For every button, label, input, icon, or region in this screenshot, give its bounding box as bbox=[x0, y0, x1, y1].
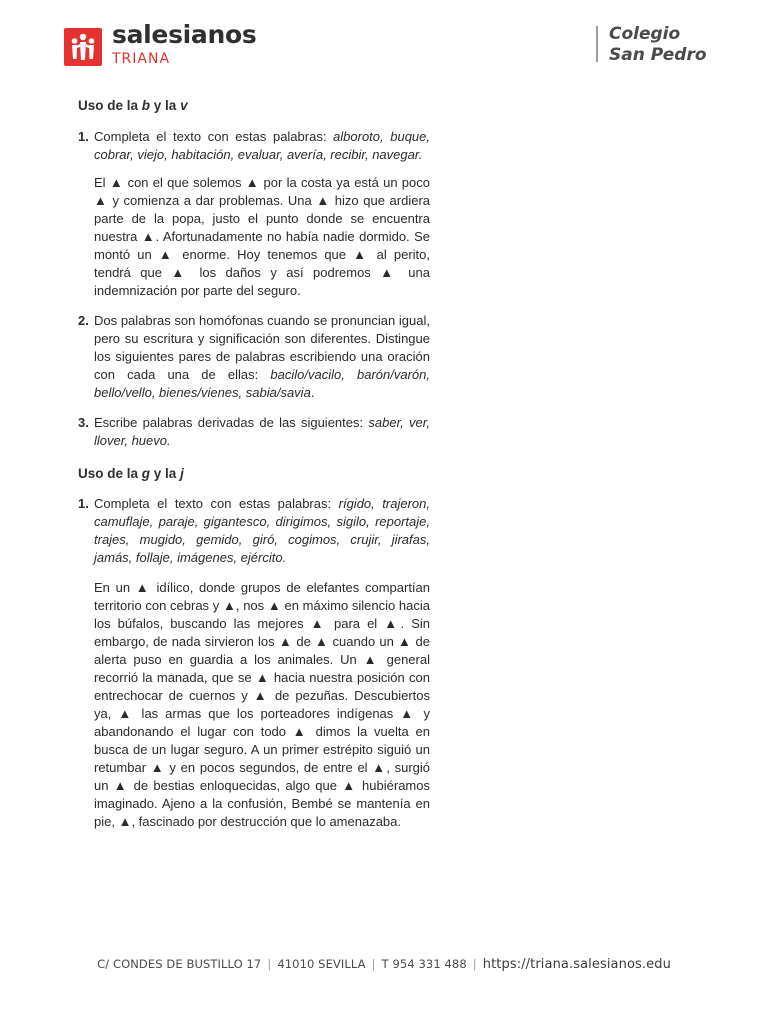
exercise-g-j-1 bbox=[78, 495, 430, 567]
section-title-letter-g: g bbox=[141, 466, 151, 481]
exercise-instructions: Dos palabras son homófonas cuando se pronuncian igual, pero su escritura y significación son diferentes. Distingue los siguientes pares de palabras escribiendo una oración con cada una de ellas: bbox=[94, 313, 430, 382]
worksheet-content bbox=[78, 98, 430, 831]
exercise-number: 2. bbox=[78, 313, 89, 328]
exercise-instructions: Escribe palabras derivadas de las siguientes: bbox=[94, 415, 369, 430]
exercise-word-list: alboroto, buque, cobrar, viejo, habitación, evaluar, avería, recibir, navegar. bbox=[94, 129, 430, 162]
section-title-letter-j: j bbox=[180, 466, 184, 481]
section-title-mid: y la bbox=[150, 98, 181, 113]
section-title-b-v bbox=[78, 98, 430, 113]
section-title-g-j bbox=[78, 466, 430, 481]
section-title-letter-b: b bbox=[141, 98, 151, 113]
exercise-instructions: Completa el texto con estas palabras: bbox=[94, 129, 334, 144]
exercise-3 bbox=[78, 414, 430, 450]
footer-separator: | bbox=[472, 957, 477, 971]
school-name bbox=[609, 24, 707, 66]
exercise-number: 1. bbox=[78, 129, 89, 144]
school-name-line1: Colegio bbox=[609, 24, 681, 44]
exercise-word-list: saber, ver, llover, huevo. bbox=[94, 415, 431, 448]
exercise-1-paragraph: El ▲ con el que solemos ▲ por la costa ya está un poco ▲ y comienza a dar problemas. Una ▲ hizo que ardiera parte de la popa, justo el punto donde se encuentra nuestra ▲. Afortunadamente no había nadie dormido. Se montó un ▲ enorme. Hoy tenemos que ▲ al perito, tendrá que ▲ los daños y así podremos ▲ una indemnización por parte del seguro. bbox=[94, 175, 430, 298]
footer-url: https://triana.salesianos.edu bbox=[482, 957, 671, 972]
exercise-number: 3. bbox=[78, 415, 89, 430]
salesianos-logo bbox=[64, 28, 102, 66]
footer-postal: 41010 SEVILLA bbox=[277, 957, 366, 971]
brand-name: salesianos bbox=[112, 20, 257, 49]
exercise-1 bbox=[78, 128, 430, 164]
footer-address: C/ CONDES DE BUSTILLO 17 bbox=[97, 957, 262, 971]
page-footer bbox=[0, 957, 768, 972]
exercise-number: 1. bbox=[78, 496, 89, 511]
exercise-2 bbox=[78, 312, 430, 402]
exercise-word-list: rígido, trajeron, camuflaje, paraje, gigantesco, dirigimos, sigilo, reportaje, trajes, mugido, gemido, giró, cogimos, crujir, jirafas, jamás, follaje, imágenes, ejército. bbox=[94, 496, 430, 565]
section-title-prefix: Uso de la bbox=[78, 98, 142, 113]
brand-subtitle: TRIANA bbox=[112, 51, 171, 67]
exercise-end-punct: . bbox=[310, 385, 315, 400]
exercise-g-j-1-paragraph: En un ▲ idílico, donde grupos de elefantes compartían territorio con cebras y ▲, nos ▲ en máximo silencio hacia los búfalos, buscando las mejores ▲ para el ▲. Sin embargo, de nada sirvieron los ▲ de ▲ cuando un ▲ de alerta puso en guardia a los animales. Un ▲ general recorrió la manada, que se ▲ hacia nuestra posición con entrechocar de cuernos y ▲ de pezuñas. Descubiertos ya, ▲ las armas que los porteadores indígenas ▲ y abandonando el lugar con todo ▲ dimos la vuelta en busca de un lugar seguro. A un primer estrépito siguió un retumbar ▲ y en pocos segundos, de entre el ▲, surgió un ▲ de bestias enloquecidas, algo que ▲ hubiéramos imaginado. Ajeno a la confusión, Bembé se mantenía en pie, ▲, fascinado por destrucción que lo amenazaba. bbox=[94, 580, 430, 829]
section-title-prefix: Uso de la bbox=[78, 466, 142, 481]
section-title-letter-v: v bbox=[180, 98, 188, 113]
footer-separator: | bbox=[371, 957, 376, 971]
header-divider bbox=[596, 26, 598, 62]
section-title-mid: y la bbox=[150, 466, 181, 481]
school-name-line2: San Pedro bbox=[609, 45, 707, 65]
footer-phone: T 954 331 488 bbox=[381, 957, 467, 971]
exercise-instructions: Completa el texto con estas palabras: bbox=[94, 496, 339, 511]
footer-separator: | bbox=[267, 957, 272, 971]
salesianos-people-icon bbox=[68, 32, 98, 62]
exercise-word-list: bacilo/vacilo, barón/varón, bello/vello, bienes/vienes, sabia/savia bbox=[94, 367, 430, 400]
